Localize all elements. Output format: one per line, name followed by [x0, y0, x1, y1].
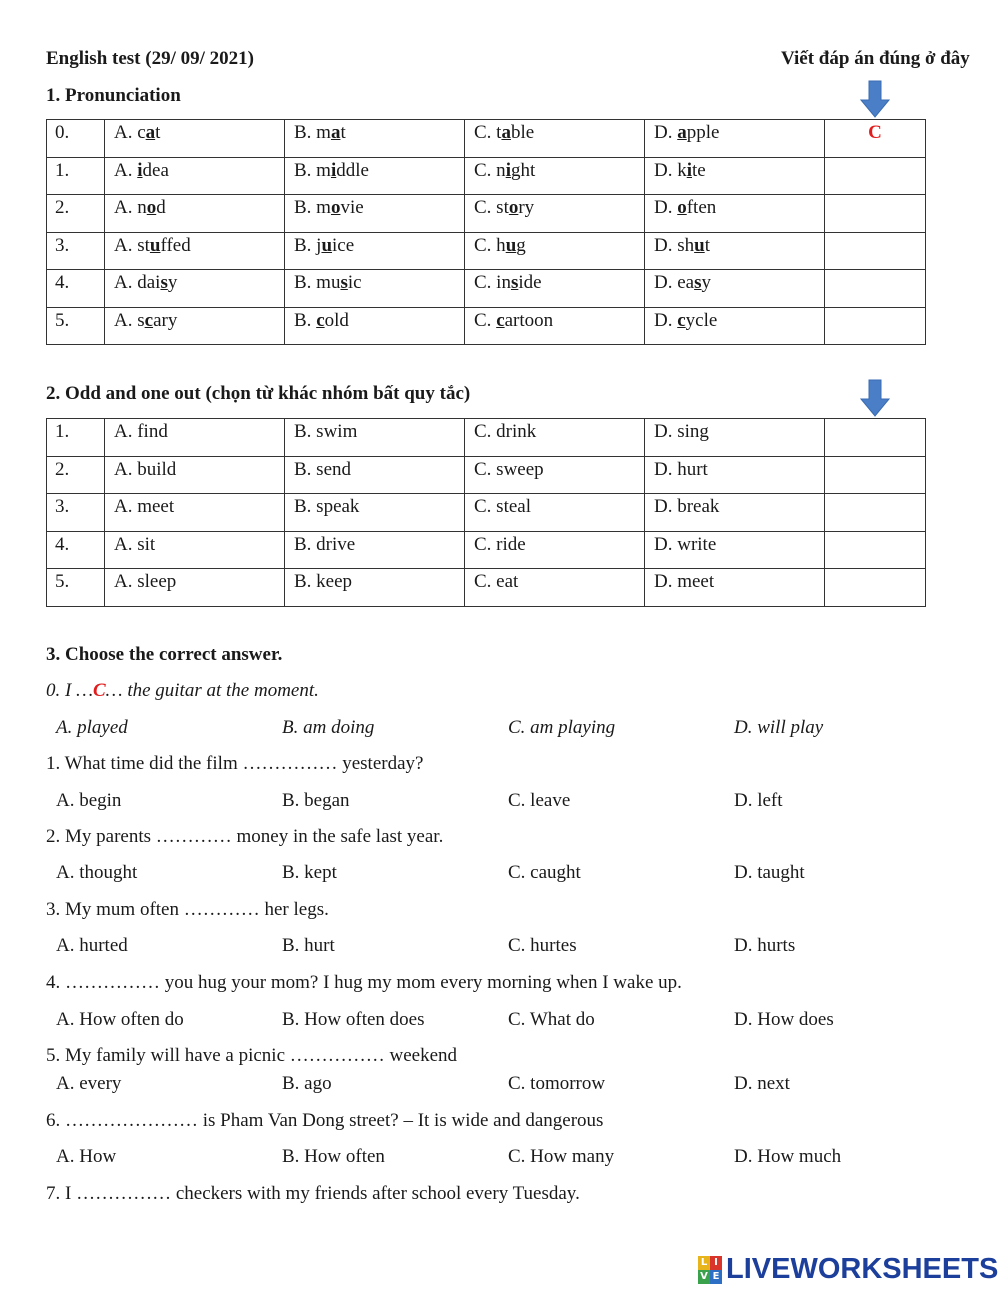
underlined-letter: o: [508, 197, 519, 218]
example-answer: C: [92, 680, 106, 701]
row-number: 2.: [47, 195, 105, 233]
option-cell: C. drink: [465, 419, 645, 457]
option-cell: B. juice: [285, 232, 465, 270]
answer-cell[interactable]: [825, 270, 926, 308]
question-text: 6. ………………… is Pham Van Dong street? – It is wide and dangerous: [46, 1110, 604, 1131]
underlined-letter: s: [160, 272, 168, 293]
answer-option[interactable]: A. hurted: [56, 935, 128, 956]
underlined-letter: c: [316, 309, 325, 331]
underlined-letter: u: [505, 234, 517, 256]
underlined-letter: o: [677, 197, 687, 218]
option-cell: C. table: [465, 120, 645, 158]
underlined-letter: c: [496, 309, 505, 331]
row-number: 0.: [47, 120, 105, 158]
table-row: [47, 307, 926, 345]
option-cell: A. build: [105, 456, 285, 494]
option-cell: D. easy: [645, 270, 825, 308]
question-text: 7. I …………… checkers with my friends after school every Tuesday.: [46, 1183, 580, 1204]
answer-option[interactable]: C. What do: [508, 1009, 595, 1030]
underlined-letter: o: [330, 197, 341, 218]
option-cell: D. break: [645, 494, 825, 532]
answer-option[interactable]: A. played: [56, 717, 128, 738]
option-cell: C. night: [465, 157, 645, 195]
row-number: 2.: [47, 456, 105, 494]
answer-option[interactable]: D. How does: [734, 1009, 834, 1030]
section3-heading: 3. Choose the correct answer.: [46, 644, 283, 665]
underlined-letter: u: [149, 234, 161, 256]
option-cell: B. swim: [285, 419, 465, 457]
underlined-letter: o: [146, 197, 157, 218]
underlined-letter: i: [505, 159, 511, 181]
down-arrow-icon: [860, 379, 890, 417]
option-cell: C. steal: [465, 494, 645, 532]
row-number: 1.: [47, 157, 105, 195]
answer-option[interactable]: B. began: [282, 790, 350, 811]
option-cell: A. sit: [105, 531, 285, 569]
answer-cell[interactable]: [825, 494, 926, 532]
answer-option[interactable]: C. caught: [508, 862, 581, 883]
underlined-letter: u: [694, 234, 705, 256]
answer-cell[interactable]: [825, 157, 926, 195]
option-cell: B. send: [285, 456, 465, 494]
row-number: 4.: [47, 270, 105, 308]
answer-option[interactable]: C. tomorrow: [508, 1073, 606, 1094]
option-cell: D. apple: [645, 120, 825, 158]
table-row: [47, 195, 926, 233]
example-question: 0. I …C… the guitar at the moment.: [46, 680, 319, 701]
option-cell: A. cat: [105, 120, 285, 158]
table-row: [47, 569, 926, 607]
answer-cell[interactable]: [825, 531, 926, 569]
answer-option[interactable]: D. left: [734, 790, 783, 811]
answer-cell[interactable]: C: [825, 120, 926, 158]
logo-text: LIVEWORKSHEETS: [726, 1253, 999, 1285]
option-cell: C. ride: [465, 531, 645, 569]
answer-option[interactable]: D. How much: [734, 1146, 842, 1167]
option-cell: D. meet: [645, 569, 825, 607]
option-cell: C. cartoon: [465, 307, 645, 345]
option-cell: D. hurt: [645, 456, 825, 494]
option-cell: D. sing: [645, 419, 825, 457]
underlined-letter: s: [510, 272, 519, 293]
option-cell: A. scary: [105, 307, 285, 345]
underlined-letter: u: [321, 234, 333, 256]
table-row: [47, 456, 926, 494]
answer-option[interactable]: A. How: [56, 1146, 117, 1167]
table-row: [47, 494, 926, 532]
underlined-letter: i: [686, 159, 693, 181]
answer-option[interactable]: B. How often: [282, 1146, 385, 1167]
option-cell: A. find: [105, 419, 285, 457]
odd-one-out-table: [46, 418, 926, 607]
option-cell: A. daisy: [105, 270, 285, 308]
option-cell: B. movie: [285, 195, 465, 233]
question-text: 1. What time did the film …………… yesterday?: [46, 753, 424, 774]
option-cell: D. shut: [645, 232, 825, 270]
section1-heading: 1. Pronunciation: [46, 85, 181, 106]
logo-mark-icon: L I V E: [698, 1256, 722, 1284]
question-text: 5. My family will have a picnic …………… weekend: [46, 1045, 458, 1066]
answer-option[interactable]: D. hurts: [734, 935, 796, 956]
table-row: [47, 157, 926, 195]
option-cell: C. hug: [465, 232, 645, 270]
section2-heading: 2. Odd and one out (chọn từ khác nhóm bất quy tắc): [46, 383, 471, 404]
underlined-letter: a: [677, 122, 687, 143]
answer-option[interactable]: D. next: [734, 1073, 790, 1094]
option-cell: D. cycle: [645, 307, 825, 345]
answer-cell[interactable]: [825, 419, 926, 457]
question-text: 4. …………… you hug your mom? I hug my mom every morning when I wake up.: [46, 972, 682, 993]
pronunciation-table: [46, 119, 926, 345]
answer-option[interactable]: C. hurtes: [508, 935, 577, 956]
liveworksheets-logo: [698, 1253, 998, 1286]
underlined-letter: a: [330, 122, 341, 143]
row-number: 5.: [47, 569, 105, 607]
option-cell: A. sleep: [105, 569, 285, 607]
underlined-letter: i: [330, 159, 337, 181]
table-row: [47, 270, 926, 308]
underlined-letter: a: [501, 122, 511, 143]
down-arrow-icon: [860, 80, 890, 118]
underlined-letter: s: [340, 272, 348, 293]
answer-option[interactable]: A. thought: [56, 862, 138, 883]
option-cell: A. nod: [105, 195, 285, 233]
option-cell: A. stuffed: [105, 232, 285, 270]
option-cell: A. idea: [105, 157, 285, 195]
answer-option[interactable]: D. taught: [734, 862, 805, 883]
underlined-letter: a: [145, 122, 156, 143]
row-number: 3.: [47, 494, 105, 532]
option-cell: C. eat: [465, 569, 645, 607]
underlined-letter: s: [694, 272, 702, 293]
option-cell: C. story: [465, 195, 645, 233]
answer-cell[interactable]: [825, 195, 926, 233]
underlined-letter: i: [137, 159, 143, 181]
answer-option[interactable]: C. am playing: [508, 717, 616, 738]
row-number: 4.: [47, 531, 105, 569]
answer-cell[interactable]: [825, 569, 926, 607]
table-row: [47, 419, 926, 457]
option-cell: B. middle: [285, 157, 465, 195]
row-number: 5.: [47, 307, 105, 345]
row-number: 1.: [47, 419, 105, 457]
option-cell: B. drive: [285, 531, 465, 569]
answer-option[interactable]: C. How many: [508, 1146, 615, 1167]
option-cell: C. sweep: [465, 456, 645, 494]
answer-cell[interactable]: [825, 307, 926, 345]
table-row: [47, 232, 926, 270]
answer-cell[interactable]: [825, 232, 926, 270]
answer-option[interactable]: A. begin: [56, 790, 122, 811]
answer-cell[interactable]: [825, 456, 926, 494]
answer-option[interactable]: B. am doing: [282, 717, 375, 738]
answer-option[interactable]: B. How often does: [282, 1009, 425, 1030]
answer-note: Viết đáp án đúng ở đây: [781, 48, 970, 69]
row-number: 3.: [47, 232, 105, 270]
option-cell: C. inside: [465, 270, 645, 308]
option-cell: B. keep: [285, 569, 465, 607]
table-row: [47, 531, 926, 569]
option-cell: B. cold: [285, 307, 465, 345]
underlined-letter: c: [677, 309, 686, 331]
option-cell: A. meet: [105, 494, 285, 532]
answer-option[interactable]: B. hurt: [282, 935, 335, 956]
answer-option[interactable]: B. kept: [282, 862, 337, 883]
option-cell: D. write: [645, 531, 825, 569]
question-text: 3. My mum often ………… her legs.: [46, 899, 329, 920]
page-title: English test (29/ 09/ 2021): [46, 48, 254, 69]
answer-option[interactable]: C. leave: [508, 790, 571, 811]
option-cell: D. kite: [645, 157, 825, 195]
answer-option[interactable]: D. will play: [734, 717, 824, 738]
answer-option[interactable]: B. ago: [282, 1073, 332, 1094]
question-text: 2. My parents ………… money in the safe last year.: [46, 826, 444, 847]
underlined-letter: c: [144, 309, 154, 331]
option-cell: B. speak: [285, 494, 465, 532]
answer-option[interactable]: A. How often do: [56, 1009, 184, 1030]
answer-option[interactable]: A. every: [56, 1073, 122, 1094]
option-cell: B. music: [285, 270, 465, 308]
option-cell: D. often: [645, 195, 825, 233]
table-row: [47, 120, 926, 158]
option-cell: B. mat: [285, 120, 465, 158]
